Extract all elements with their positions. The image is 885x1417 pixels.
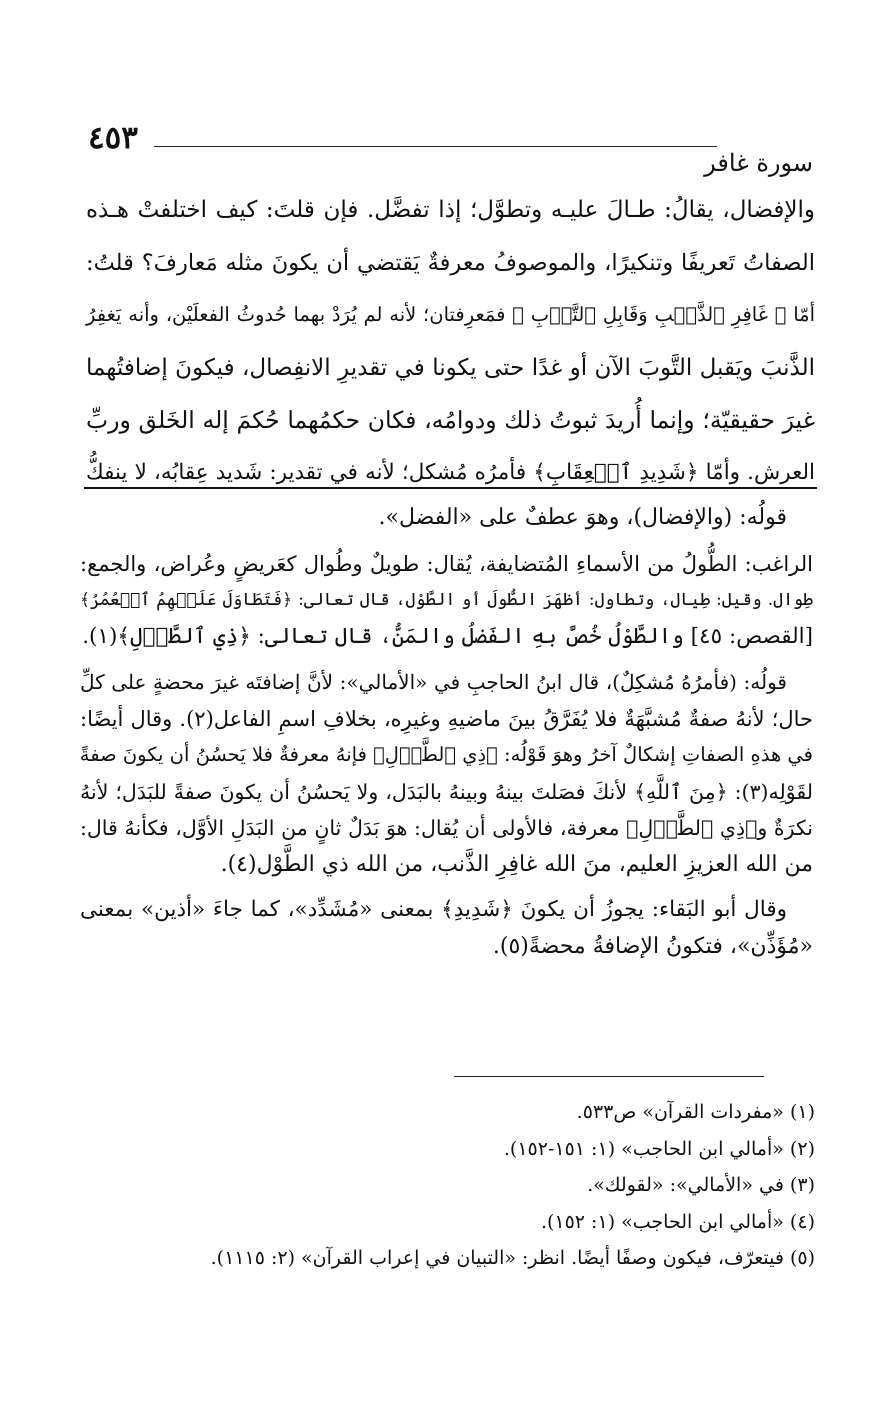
footnote: (٤) «أمالي ابن الحاجب» (١: ١٥٢). [540,1210,815,1233]
commentary-line: في هذهِ الصفاتِ إشكالٌ آخرُ وهوَ قَوْلُه: ﴿ذِي ٱلطَّوۡلِ﴾ فإنهُ معرفةٌ فلا يَحسُنُ أن يكونَ صفةً [79,743,813,766]
commentary-paragraph [80,500,813,537]
main-text-block [86,184,815,499]
commentary-paragraph [80,664,813,883]
main-text-line: الذَّنبَ ويَقبل التَّوبَ الآن أو غدًا حتى يكونا في تقديرِ الانفِصال، فيكونَ إضافتُهما [86,354,815,381]
commentary-paragraph [80,892,813,965]
commentary-line: الراغب: الطُّولُ من الأسماءِ المُتضايفة، يُقال: طويلٌ وطُوال كعَريضٍ وعُراض، والجمع: [80,551,813,576]
footnote: (٢) «أمالي ابن الحاجب» (١: ١٥١-١٥٢). [503,1137,815,1160]
commentary-line: قولُه: (فأمرُهُ مُشكِلٌ)، قال ابنُ الحاجبِ في «الأمالي»: لأنَّ إضافتَه غيرَ محضةٍ على كلِّ [80,670,787,694]
commentary-line: وقال أبو البَقاء: يجوزُ أن يكونَ ﴿شَدِيدِ﴾ بمعنى «مُشَدِّد»، كما جاءَ «أذين» بمعنى [80,897,787,922]
commentary-line: قولُه: (والإفضال)، وهوَ عطفٌ على «الفضل». [378,505,787,530]
commentary-line: نكرَةٌ و﴿ذِي ٱلطَّوۡلِ﴾ معرفة، فالأولى أن يُقال: هوَ بَدَلٌ ثانٍ من البَدَلِ الأوَّل، فكأنهُ قال: [80,816,813,840]
commentary-line: «مُؤَذِّن»، فتكونُ الإضافةُ محضةً(٥). [492,933,813,959]
main-text-line: والإفضال، يقالُ: طـالَ عليـه وتطوَّل؛ إذا تفضَّل. فإن قلتَ: كيف اختلفتْ هـذه [86,197,815,223]
commentary-line: لقَوْلِه(٣): ﴿مِنَ ٱللَّهِ﴾ لأنكَ فصَلتَ بينهُ وبينهُ بالبَدَل، ولا يَحسُنُ أن يكونَ صفةً للبَدَل؛ لأنهُ [80,779,813,804]
commentary-line: [القصص: ٤٥] والطَّوْلُ خُصَّ بهِ الفَضلُ والمَنُّ، قال تعالى: ﴿ذِي ٱلطَّوۡلِ﴾(١). [82,623,813,649]
page-header [88,118,813,178]
footnote: (٥) فيتعرّف، فيكون وصفًا أيضًا. انظر: «التبيان في إعراب القرآن» (٢: ١١١٥). [210,1247,815,1269]
footnotes-divider [454,1076,764,1077]
commentary-line: من الله العزيزِ العليم، منَ الله غافِرِ الذَّنب، من الله ذي الطَّوْل(٤). [220,851,813,877]
main-text-line: العرش. وأمّا ﴿شَدِيدِ ٱلۡعِقَابِ﴾ فأمرُه مُشكل؛ لأنه في تقدير: شَديد عِقابُه، لا ينفكُّ [86,459,815,485]
main-text-line: أمّا ﴿ غَافِرِ ٱلذَّنۢبِ وَقَابِلِ ٱلتَّوۡبِ ﴾ فمَعرِفتان؛ لأنه لم يُرَدْ بهما حُدوثُ الفعلَيْن، وأنه يَغفِرُ [86,303,815,326]
footnote: (٣) في «الأمالي»: «لقولك». [587,1174,815,1196]
surah-title: سورة غافر [704,149,813,177]
header-rule [154,146,717,147]
commentary-block [80,500,813,974]
commentary-line: طِوال. وقيل: طِيال، وتطاول: أظهَرَ الطُّولَ أو الطَّوْل، قال تعالى: ﴿فَتَطَاوَلَ عَلَيۡهِمُ ٱلۡعُمُرُ﴾ [80,590,813,610]
main-text-divider [84,487,817,489]
main-text-line: الصفاتُ تَعريفًا وتنكيرًا، والموصوفُ معرفةٌ يَقتضي أن يكونَ مثله مَعارفَ؟ قلتُ: [86,249,815,276]
footnotes-block [80,1094,815,1277]
page-number: ٤٥٣ [88,120,138,156]
commentary-line: حال؛ لأنهُ صفةٌ مُشبَّهَةٌ فلا يُفَرَّقُ بينَ ماضيهِ وغيرِه، بخلافِ اسمِ الفاعل(٢). وقال أيضًا: [80,706,814,731]
footnote: (١) «مفردات القرآن» ص٥٣٣. [576,1101,815,1123]
main-text-line: غيرَ حقيقيّة؛ وإنما أُريدَ ثبوتُ ذلك ودوامُه، فكان حكمُهما حُكمَ إله الخَلق وربِّ [86,406,815,434]
commentary-paragraph [80,546,813,656]
